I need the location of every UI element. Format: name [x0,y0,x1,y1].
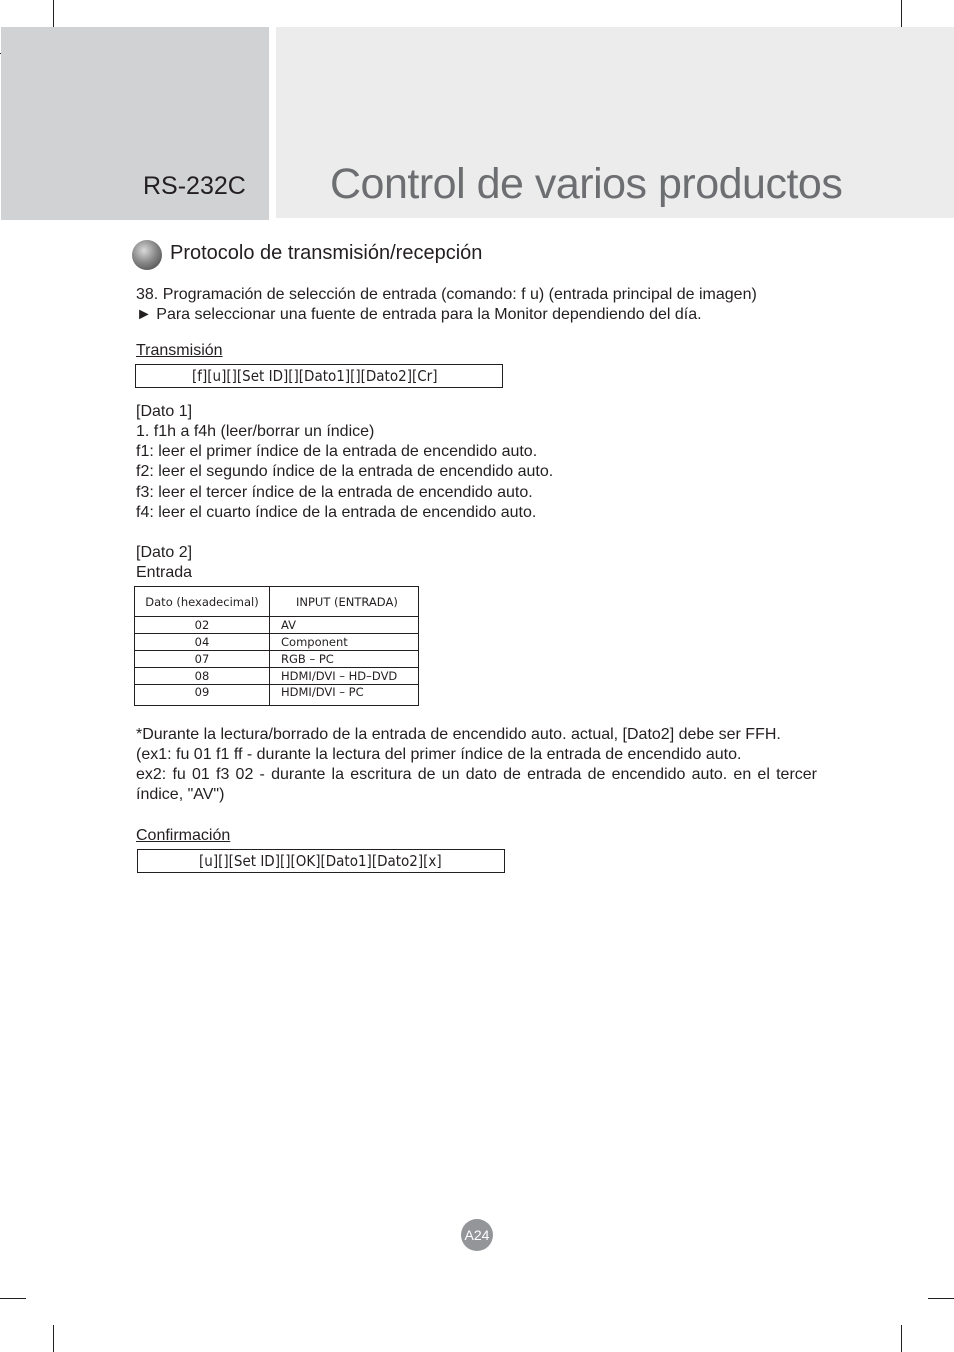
transmission-label: Transmisión [136,342,223,359]
dato2-subtitle: Entrada [136,564,193,581]
table-row [135,651,419,668]
crop-mark [0,1298,26,1299]
note-line: (ex1: fu 01 f1 ff - durante la lectura del primer índice de la entrada de encendido auto. [136,746,742,763]
note-line: *Durante la lectura/borrado de la entrada de encendido auto. actual, [Dato2] debe ser FFH. [136,726,781,743]
table-header-cell: Dato (hexadecimal) [135,587,270,617]
table-cell: 04 [135,634,270,651]
crop-mark [901,0,902,27]
table-cell: Component [270,634,419,651]
table-header-cell: INPUT (ENTRADA) [270,587,419,617]
table-cell: 07 [135,651,270,668]
crop-mark [53,1325,54,1352]
crop-mark [53,0,54,27]
table-header-row [135,587,419,617]
table-cell: 02 [135,617,270,634]
transmission-code: [f][u][][Set ID][][Dato1][][Dato2][Cr] [192,367,438,385]
dato1-line: f3: leer el tercer índice de la entrada de encendido auto. [136,484,533,501]
page-title: Control de varios productos [330,160,843,208]
table-cell: HDMI/DVI – HD–DVD [270,668,419,685]
table-row [135,668,419,685]
dato1-line: 1. f1h a f4h (leer/borrar un índice) [136,423,375,440]
table-row [135,685,419,706]
intro-line: 38. Programación de selección de entrada (comando: f u) (entrada principal de imagen) [136,286,757,303]
crop-mark [901,1325,902,1352]
table-cell: AV [270,617,419,634]
subheading: Protocolo de transmisión/recepción [170,242,483,264]
table-cell: RGB – PC [270,651,419,668]
transmission-code-box [135,364,503,388]
input-table [134,586,419,706]
dato1-line: f1: leer el primer índice de la entrada de encendido auto. [136,443,538,460]
table-row [135,617,419,634]
confirmation-code: [u][][Set ID][][OK][Dato1][Dato2][x] [199,852,442,870]
table-row [135,634,419,651]
crop-mark [928,1298,954,1299]
note-paragraph: ex2: fu 01 f3 02 - durante la escritura de un dato de entrada de encendido auto. en el tercer índice, "AV") [136,766,817,803]
table-cell: HDMI/DVI – PC [270,685,419,706]
table-cell: 09 [135,685,270,706]
bullet-icon [132,240,162,270]
dato1-title: [Dato 1] [136,403,193,420]
section-label: RS-232C [143,172,246,200]
dato1-line: f2: leer el segundo índice de la entrada de encendido auto. [136,463,554,480]
confirmation-code-box [137,849,505,873]
table-cell: 08 [135,668,270,685]
dato1-line: f4: leer el cuarto índice de la entrada de encendido auto. [136,504,537,521]
intro-line: ► Para seleccionar una fuente de entrada para la Monitor dependiendo del día. [136,306,702,323]
page-number: A24 [461,1219,493,1251]
confirmation-label: Confirmación [136,827,231,844]
dato2-title: [Dato 2] [136,544,193,561]
